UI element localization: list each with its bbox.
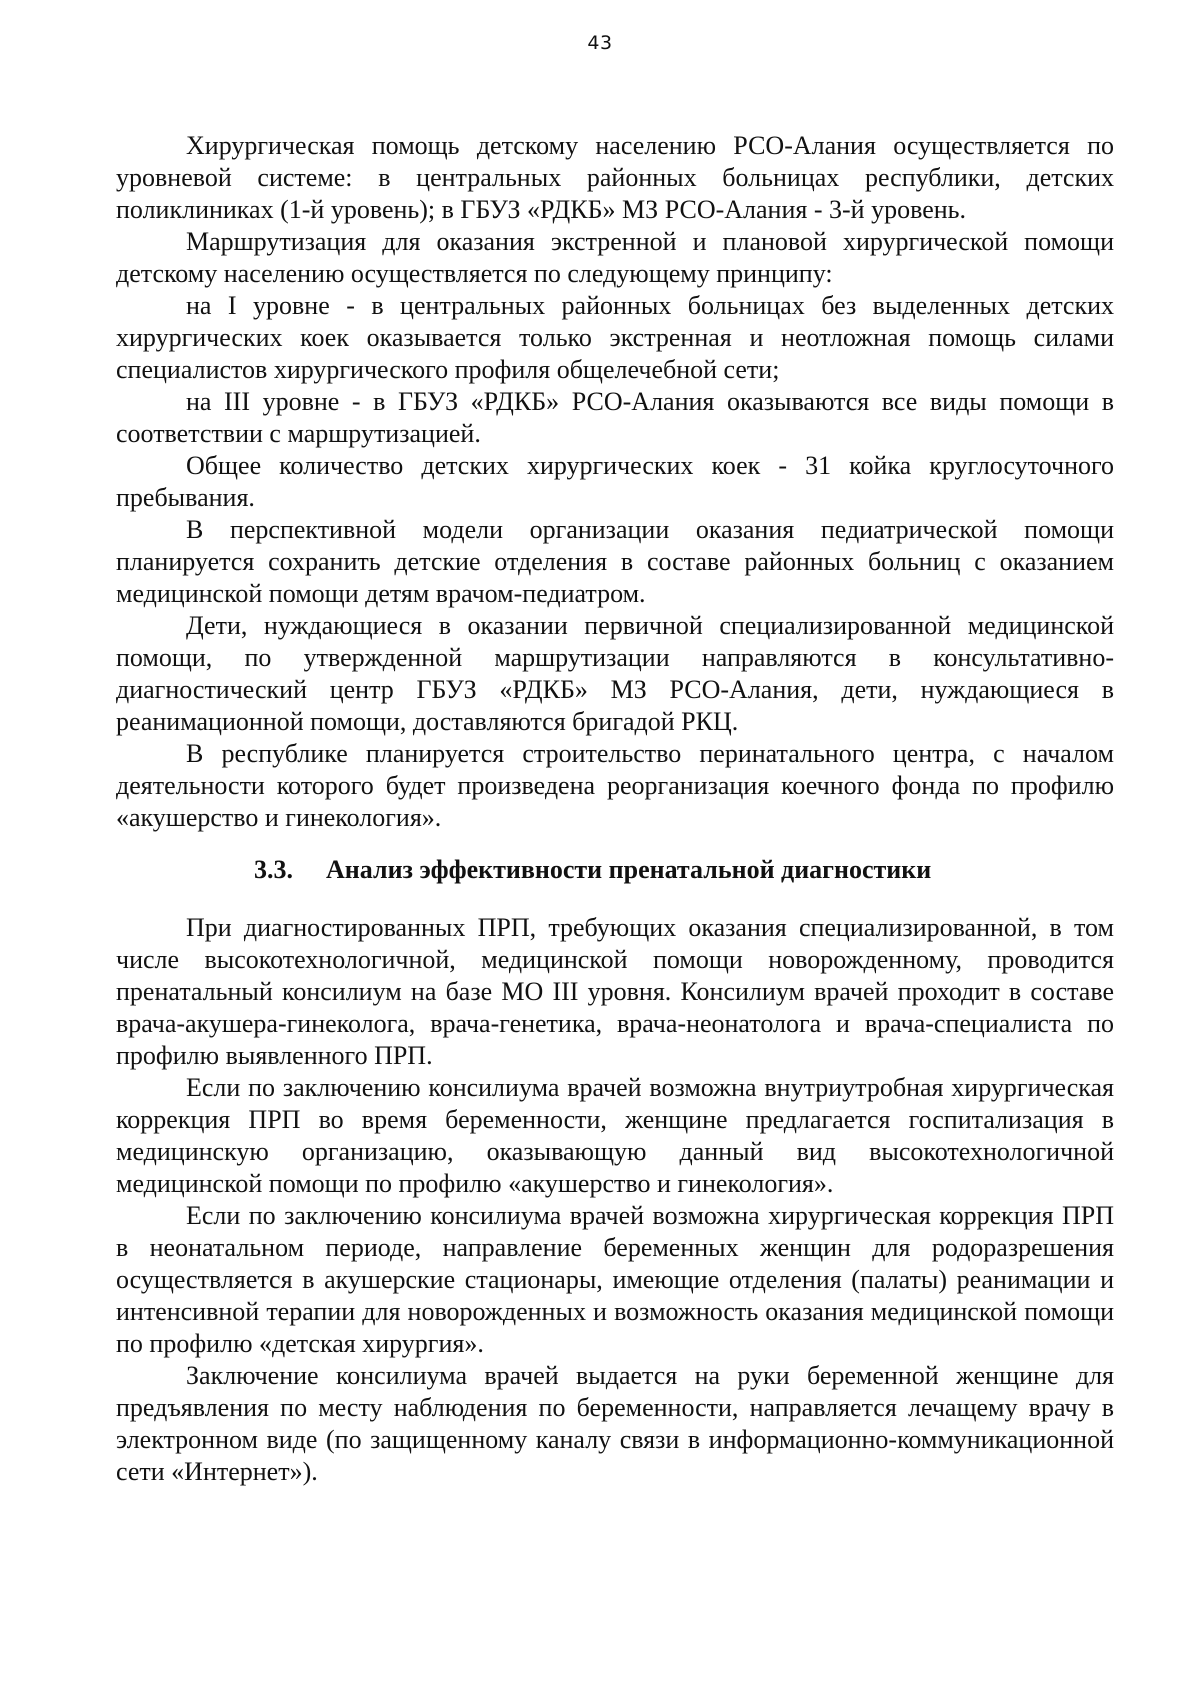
paragraph: Общее количество детских хирургических коек - 31 койка круглосуточного пребывания. (116, 451, 1114, 512)
page-number: 43 (587, 32, 613, 54)
paragraph: Маршрутизация для оказания экстренной и плановой хирургической помощи детскому населению осуществляется по следующему принципу: (116, 227, 1114, 288)
paragraph: Если по заключению консилиума врачей возможна внутриутробная хирургическая коррекция ПРП во время беременности, женщине предлагается госпитализация в медицинскую организацию, оказывающую данный вид высокотехнологичной медицинской помощи по профилю «акушерство и гинекология». (116, 1073, 1114, 1198)
paragraph: на I уровне - в центральных районных больницах без выделенных детских хирургических коек оказывается только экстренная и неотложная помощь силами специалистов хирургического профиля общелечебной сети; (116, 291, 1114, 384)
section-title: Анализ эффективности пренатальной диагностики (326, 855, 932, 884)
paragraph: на III уровне - в ГБУЗ «РДКБ» РСО-Алания оказываются все виды помощи в соответствии с маршрутизацией. (116, 387, 1114, 448)
paragraph: Заключение консилиума врачей выдается на руки беременной женщине для предъявления по месту наблюдения по беременности, направляется лечащему врачу в электронном виде (по защищенному каналу связи в информационно-коммуникационной сети «Интернет»). (116, 1361, 1114, 1486)
paragraph: Дети, нуждающиеся в оказании первичной специализированной медицинской помощи, по утвержденной маршрутизации направляются в консультативно-диагностический центр ГБУЗ «РДКБ» МЗ РСО-Алания, дети, нуждающиеся в реанимационной помощи, доставляются бригадой РКЦ. (116, 611, 1114, 736)
paragraph: В перспективной модели организации оказания педиатрической помощи планируется сохранить детские отделения в составе районных больниц с оказанием медицинской помощи детям врачом-педиатром. (116, 515, 1114, 608)
paragraph: Хирургическая помощь детскому населению РСО-Алания осуществляется по уровневой системе: в центральных районных больницах республики, детских поликлиниках (1-й уровень); в ГБУЗ «РДКБ» МЗ РСО-Алания - 3-й уровень. (116, 131, 1114, 224)
document-body (116, 130, 1114, 1488)
section-number: 3.3. (254, 855, 293, 884)
paragraph: В республике планируется строительство перинатального центра, с началом деятельности которого будет произведена реорганизация коечного фонда по профилю «акушерство и гинекология». (116, 739, 1114, 832)
section-heading (116, 854, 1114, 886)
paragraph: При диагностированных ПРП, требующих оказания специализированной, в том числе высокотехнологичной, медицинской помощи новорожденному, проводится пренатальный консилиум на базе МО III уровня. Консилиум врачей проходит в составе врача-акушера-гинеколога, врача-генетика, врача-неонатолога и врача-специалиста по профилю выявленного ПРП. (116, 913, 1114, 1070)
paragraph: Если по заключению консилиума врачей возможна хирургическая коррекция ПРП в неонатальном периоде, направление беременных женщин для родоразрешения осуществляется в акушерские стационары, имеющие отделения (палаты) реанимации и интенсивной терапии для новорожденных и возможность оказания медицинской помощи по профилю «детская хирургия». (116, 1201, 1114, 1358)
